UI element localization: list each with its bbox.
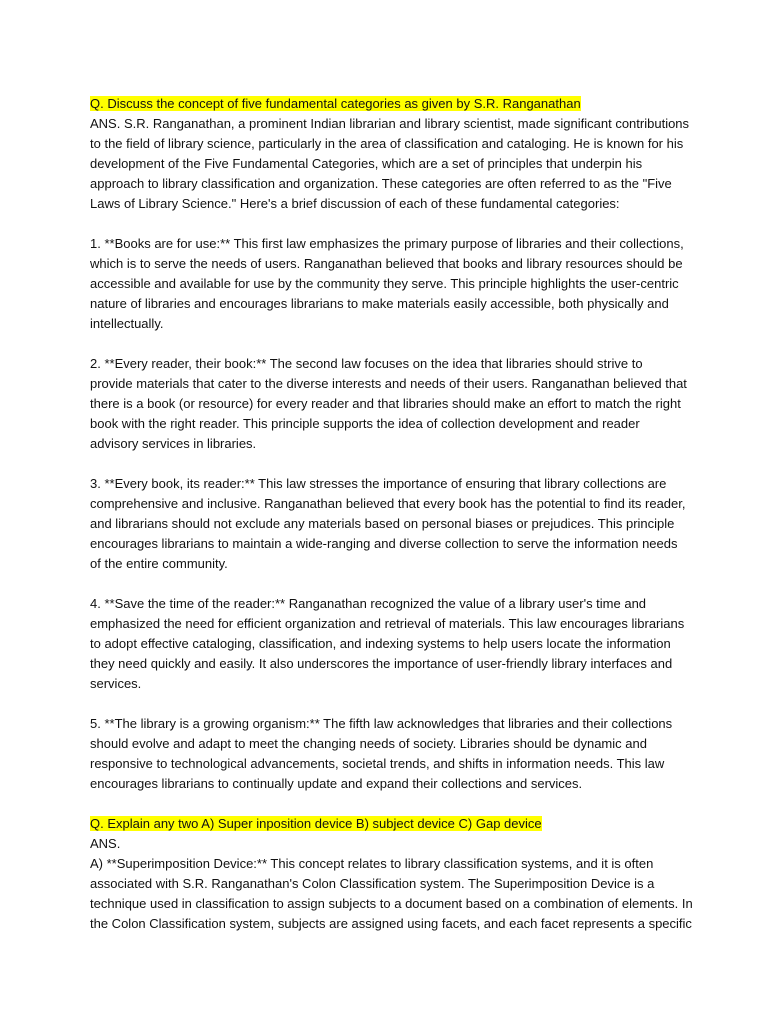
paragraph-line: encourages librarians to continually update and expand their collections and services.: [90, 776, 583, 791]
law-2-paragraph: [90, 354, 687, 454]
paragraph-line: and librarians should not exclude any materials based on personal biases or prejudices. This principle: [90, 516, 675, 531]
law-1-paragraph: [90, 234, 682, 334]
document-page: [90, 94, 693, 934]
paragraph-line: 2. **Every reader, their book:** The second law focuses on the idea that libraries should strive to: [90, 356, 643, 371]
paragraph-line: book with the right reader. This principle supports the idea of collection development and reader: [90, 416, 640, 431]
paragraph-line: provide materials that cater to the diverse interests and needs of their users. Ranganathan believed that: [90, 376, 687, 391]
paragraph-line: there is a book (or resource) for every reader and that libraries should make an effort to match the right: [90, 396, 681, 411]
paragraph-line: 4. **Save the time of the reader:** Ranganathan recognized the value of a library user's time and: [90, 596, 647, 611]
question-2: [90, 814, 682, 834]
paragraph-line: services.: [90, 676, 142, 691]
law-3-paragraph: [90, 474, 686, 574]
paragraph-line: encourages librarians to maintain a wide-ranging and diverse collection to serve the information needs: [90, 536, 678, 551]
paragraph-line: nature of libraries and encourages librarians to make materials easily accessible, both physically and: [90, 296, 669, 311]
answer-line: development of the Five Fundamental Categories, which are a set of principles that underpin his: [90, 156, 643, 171]
paragraph-line: accessible and available for use by the community they serve. This principle highlights the user-centric: [90, 276, 679, 291]
answer-line: to the field of library science, particularly in the area of classification and cataloging. He is known for his: [90, 136, 684, 151]
paragraph-line: 3. **Every book, its reader:** This law stresses the importance of ensuring that library collections are: [90, 476, 667, 491]
paragraph-line: should evolve and adapt to meet the changing needs of society. Libraries should be dynamic and: [90, 736, 647, 751]
answer-line: associated with S.R. Ranganathan's Colon Classification system. The Superimposition Device is a: [90, 876, 655, 891]
answer-1-intro: [90, 114, 690, 214]
paragraph-line: advisory services in libraries.: [90, 436, 257, 451]
answer-line: approach to library classification and organization. These categories are often referred to as the "Five: [90, 176, 672, 191]
paragraph-line: comprehensive and inclusive. Ranganathan believed that every book has the potential to find its reader,: [90, 496, 686, 511]
paragraph-line: which is to serve the needs of users. Ranganathan believed that books and library resources should be: [90, 256, 683, 271]
paragraph-line: 1. **Books are for use:** This first law emphasizes the primary purpose of libraries and their collections,: [90, 236, 684, 251]
paragraph-line: 5. **The library is a growing organism:** The fifth law acknowledges that libraries and their collections: [90, 716, 673, 731]
question-1-text: Q. Discuss the concept of five fundamental categories as given by S.R. Ranganathan: [90, 96, 581, 111]
answer-line: Laws of Library Science." Here's a brief discussion of each of these fundamental categories:: [90, 196, 620, 211]
law-5-paragraph: [90, 714, 682, 794]
paragraph-gap: [90, 694, 682, 714]
paragraph-gap: [90, 454, 682, 474]
answer-line: the Colon Classification system, subjects are assigned using facets, and each facet represents a specific: [90, 916, 692, 931]
paragraph-gap: [90, 334, 682, 354]
question-2-text: Q. Explain any two A) Super inposition device B) subject device C) Gap device: [90, 816, 542, 831]
answer-label: ANS.: [90, 836, 121, 851]
paragraph-line: they need quickly and easily. It also underscores the importance of user-friendly library interfaces and: [90, 656, 673, 671]
paragraph-line: responsive to technological advancements, societal trends, and shifts in information needs. This law: [90, 756, 665, 771]
paragraph-gap: [90, 794, 682, 814]
answer-line: ANS. S.R. Ranganathan, a prominent Indian librarian and library scientist, made significant contributions: [90, 116, 690, 131]
paragraph-line: to adopt effective cataloging, classification, and indexing systems to help users locate the information: [90, 636, 671, 651]
paragraph-gap: [90, 574, 682, 594]
answer-line: A) **Superimposition Device:** This concept relates to library classification systems, and it is often: [90, 856, 654, 871]
paragraph-line: emphasized the need for efficient organization and retrieval of materials. This law encourages librarians: [90, 616, 685, 631]
law-4-paragraph: [90, 594, 685, 694]
paragraph-line: of the entire community.: [90, 556, 228, 571]
answer-line: technique used in classification to assign subjects to a document based on a combination of elements. In: [90, 896, 693, 911]
paragraph-gap: [90, 214, 682, 234]
paragraph-line: intellectually.: [90, 316, 164, 331]
question-1: [90, 94, 682, 114]
answer-2: [90, 834, 693, 934]
